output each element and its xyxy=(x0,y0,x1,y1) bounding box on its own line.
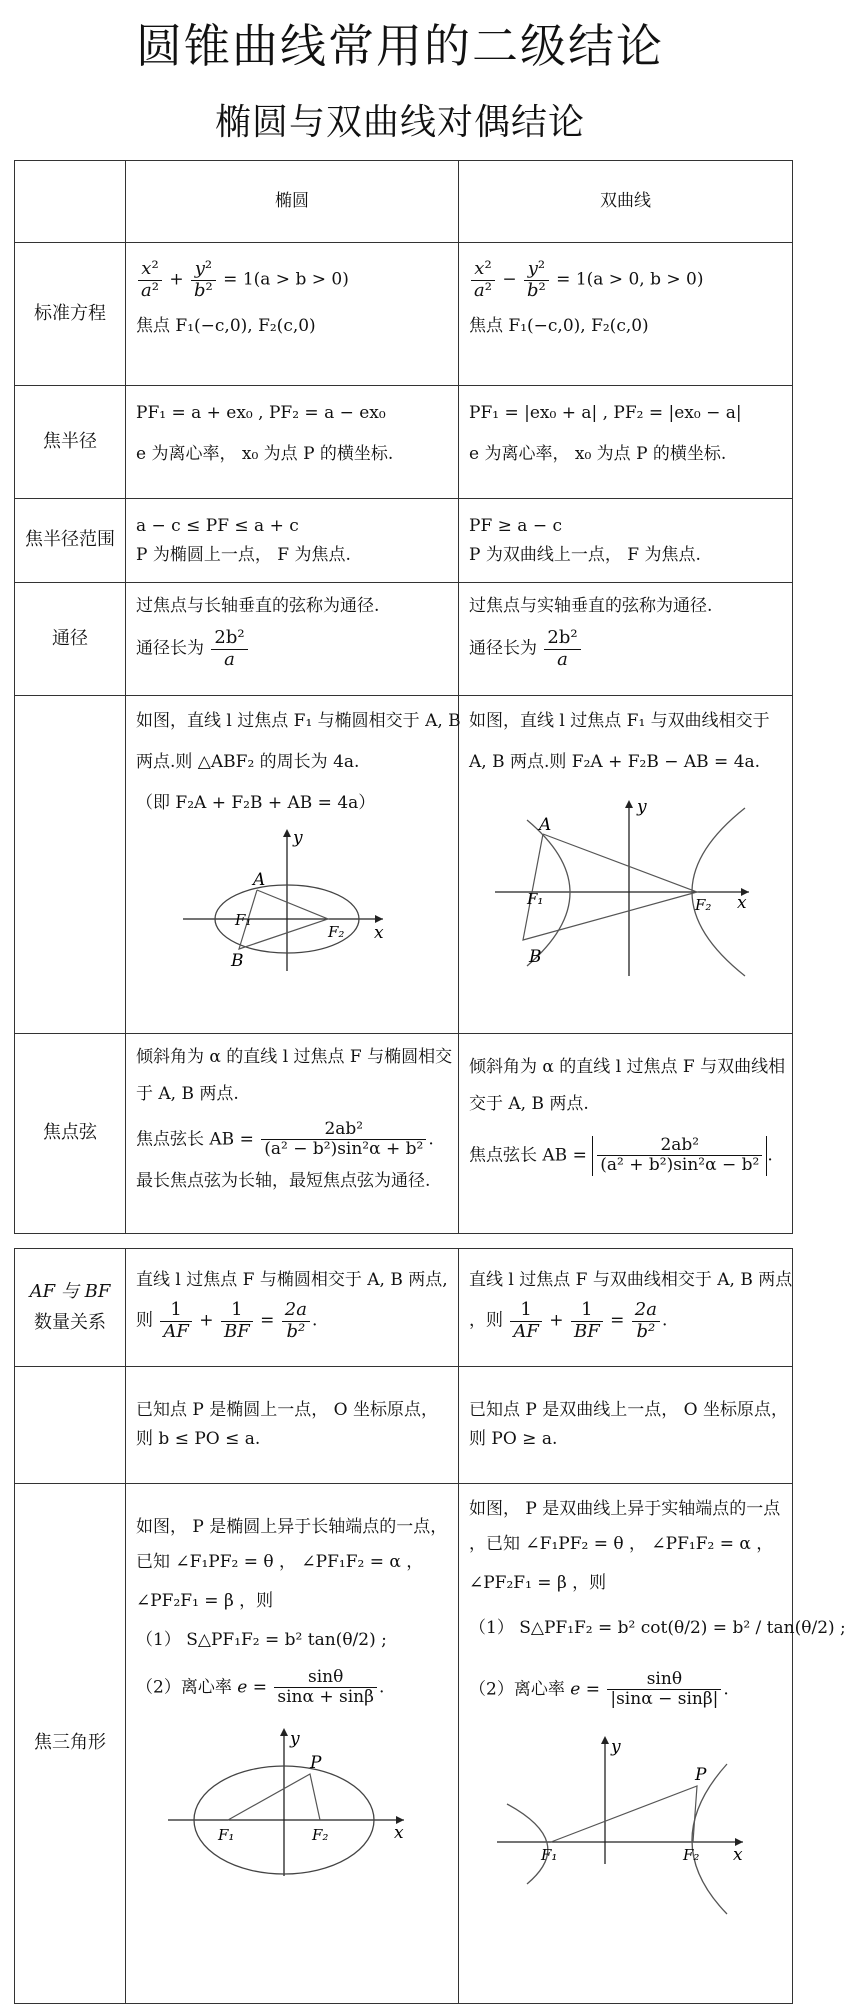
cell-ellipse-perimeter xyxy=(126,696,459,1034)
left-branch xyxy=(507,1804,548,1884)
hyperbola-perimeter-line2: A, B 两点.则 F₂A + F₂B − AB = 4a. xyxy=(469,751,761,772)
hyperbola-perimeter-line1: 如图，直线 l 过焦点 F₁ 与双曲线相交于 xyxy=(469,711,770,731)
point-a-label: A xyxy=(253,869,266,890)
cell-hyperbola-perimeter xyxy=(459,696,793,1034)
table-row xyxy=(15,1034,793,1234)
ellipse-focal-range-formula: a − c ≤ PF ≤ a + c xyxy=(136,516,299,536)
point-b-label: B xyxy=(528,946,541,967)
table-row xyxy=(15,161,793,243)
focal-triangle xyxy=(551,1786,697,1842)
row-label-focal-chord: 焦点弦 xyxy=(15,1034,126,1234)
hyperbola-equation: $\frac{\text{x²}}{\text{a²}}$ − $\frac{\text{y²}}{\text{b²}}$ = 1(a > 0, b > 0) xyxy=(469,259,784,301)
hyperbola-af-bf-formula: ，则 $\frac{1}{AF}$ + $\frac{1}{BF}$ = $\frac{2a}{\text{b²}}$ . xyxy=(469,1298,668,1342)
y-label: y xyxy=(293,827,303,848)
ellipse-chord-figure xyxy=(183,821,403,971)
cell-ellipse-latus xyxy=(126,583,459,696)
y-label: y xyxy=(290,1728,300,1749)
ellipse-chord-line2: 于 A, B 两点. xyxy=(136,1083,239,1104)
hyperbola-ft-line3: ∠PF₂F₁ = β ，则 xyxy=(469,1572,607,1593)
ellipse-latus-text: 过焦点与长轴垂直的弦称为通径. xyxy=(136,596,380,616)
hyperbola-chord-line1: 倾斜角为 α 的直线 l 过焦点 F 与双曲线相 xyxy=(469,1057,786,1077)
row-label-af-bf xyxy=(15,1249,126,1367)
hyperbola-po-line2: 则 PO ≥ a. xyxy=(469,1428,558,1449)
ellipse-foci: 焦点 F₁(−c,0), F₂(c,0) xyxy=(136,316,316,337)
header-hyperbola: 双曲线 xyxy=(459,161,793,243)
table-row xyxy=(15,1484,793,2004)
ellipse-ft-line1: 如图， P 是椭圆上异于长轴端点的一点， xyxy=(136,1517,448,1537)
cell-hyperbola-po xyxy=(459,1367,793,1484)
cell-hyperbola-focal-range xyxy=(459,499,793,583)
row-label-focal-range: 焦半径范围 xyxy=(15,499,126,583)
row-label-standard: 标准方程 xyxy=(15,243,126,386)
hyperbola-focal-range-note: P 为双曲线上一点， F 为焦点. xyxy=(469,544,701,565)
header-empty-cell xyxy=(15,161,126,243)
ellipse-po-line2: 则 b ≤ PO ≤ a. xyxy=(136,1428,261,1449)
hyperbola-chord-length: 焦点弦长 AB = $\frac{\text{2ab²}}{\text{(a² + b²)sin²α − b²}}$ . xyxy=(469,1134,773,1176)
ellipse-perimeter-line1: 如图，直线 l 过焦点 F₁ 与椭圆相交于 A, B xyxy=(136,711,461,731)
hyperbola-ft-line2: ，已知 ∠F₁PF₂ = θ ， ∠PF₁F₂ = α ， xyxy=(469,1533,774,1554)
table-row xyxy=(15,386,793,499)
cell-hyperbola-latus xyxy=(459,583,793,696)
table-row xyxy=(15,1367,793,1484)
cell-ellipse-standard xyxy=(126,243,459,386)
ellipse-focal-radius-formula: PF₁ = a + ex₀ , PF₂ = a − ex₀ xyxy=(136,403,386,423)
ellipse-af-bf-line1: 直线 l 过焦点 F 与椭圆相交于 A, B 两点, xyxy=(136,1270,448,1290)
ellipse-latus-length: 通径长为 $\frac{\text{2b²}}{a}$ xyxy=(136,628,450,670)
hyperbola-af-bf-line1: 直线 l 过焦点 F 与双曲线相交于 A, B 两点 xyxy=(469,1270,793,1290)
ellipse-chord-line1: 倾斜角为 α 的直线 l 过焦点 F 与椭圆相交 xyxy=(136,1047,453,1067)
ellipse-equation: $\frac{\text{x²}}{\text{a²}}$ + $\frac{\text{y²}}{\text{b²}}$ = 1(a > b > 0) xyxy=(136,259,450,301)
table-row xyxy=(15,499,793,583)
x-label: x xyxy=(374,922,384,943)
row-label-empty xyxy=(15,1367,126,1484)
hyperbola-focal-range-formula: PF ≥ a − c xyxy=(469,516,562,536)
row-label-af-bf-line1: AF 与 BF xyxy=(29,1281,111,1303)
triangle-abf2 xyxy=(523,834,697,940)
y-axis-arrow xyxy=(601,1736,609,1744)
x-label: x xyxy=(732,1844,743,1865)
ellipse-ft-area: （1） S△PF₁F₂ = b² tan(θ/2) ; xyxy=(136,1629,387,1650)
cell-ellipse-focal-triangle xyxy=(126,1484,459,2004)
y-axis-arrow xyxy=(280,1728,288,1736)
cell-ellipse-po xyxy=(126,1367,459,1484)
ellipse-focal-triangle-figure xyxy=(168,1716,418,1876)
focus-f2-label: F₂ xyxy=(682,1845,699,1864)
focus-f2-label: F₂ xyxy=(694,895,711,914)
ellipse-po-line1: 已知点 P 是椭圆上一点， O 坐标原点， xyxy=(136,1400,438,1420)
ellipse-perimeter-line2: 两点.则 △ABF₂ 的周长为 4a. xyxy=(136,751,360,772)
cell-hyperbola-af-bf xyxy=(459,1249,793,1367)
ellipse-chord-note: 最长焦点弦为长轴，最短焦点弦为通径. xyxy=(136,1170,431,1191)
cell-hyperbola-standard xyxy=(459,243,793,386)
cell-ellipse-focal-chord xyxy=(126,1034,459,1234)
x-axis-arrow xyxy=(375,915,383,923)
ellipse-ft-line2: 已知 ∠F₁PF₂ = θ ， ∠PF₁F₂ = α ， xyxy=(136,1551,424,1572)
page-title: 圆锥曲线常用的二级结论 xyxy=(136,19,664,73)
comparison-table-1 xyxy=(14,160,793,1234)
point-p-label: P xyxy=(694,1764,706,1785)
comparison-table-2 xyxy=(14,1248,846,2004)
row-label-empty xyxy=(15,696,126,1034)
ellipse-af-bf-formula: 则 $\frac{1}{AF}$ + $\frac{1}{BF}$ = $\frac{2a}{\text{b²}}$ . xyxy=(136,1298,318,1342)
table-row xyxy=(15,243,793,386)
cell-ellipse-focal-radius xyxy=(126,386,459,499)
y-axis-arrow xyxy=(625,800,633,808)
row-label-focal-triangle: 焦三角形 xyxy=(15,1484,126,2004)
x-label: x xyxy=(736,892,747,913)
focus-f2-label: F₂ xyxy=(328,922,345,941)
focus-f1-label: F₁ xyxy=(218,1825,235,1844)
ellipse-focal-range-note: P 为椭圆上一点， F 为焦点. xyxy=(136,544,351,565)
focus-f2-label: F₂ xyxy=(312,1825,329,1844)
hyperbola-latus-length: 通径长为 $\frac{\text{2b²}}{a}$ xyxy=(469,628,784,670)
focus-f1-label: F₁ xyxy=(526,889,543,908)
hyperbola-latus-text: 过焦点与实轴垂直的弦称为通径. xyxy=(469,596,713,616)
focal-radius-note: e 为离心率， x₀ 为点 P 的横坐标. xyxy=(136,443,394,464)
hyperbola-ft-eccentricity: （2）离心率 e = $\frac{\sin\theta}{|\sin\alpha - \sin\beta|}$ . xyxy=(469,1668,729,1710)
focal-triangle xyxy=(228,1774,320,1820)
row-label-focal-radius: 焦半径 xyxy=(15,386,126,499)
table-row xyxy=(15,696,793,1034)
cell-ellipse-af-bf xyxy=(126,1249,459,1367)
cell-hyperbola-focal-triangle xyxy=(459,1484,846,2004)
focus-f1-label: F₁ xyxy=(540,1845,557,1864)
hyperbola-po-line1: 已知点 P 是双曲线上一点， O 坐标原点， xyxy=(469,1400,788,1420)
header-ellipse: 椭圆 xyxy=(126,161,459,243)
focus-f1-label: F₁ xyxy=(235,910,252,929)
hyperbola-focal-triangle-figure xyxy=(497,1724,757,1864)
hyperbola-ft-area: （1） S△PF₁F₂ = b² cot(θ/2) = b² / tan(θ/2) ; xyxy=(469,1617,846,1638)
hyperbola-focal-radius-formula: PF₁ = |ex₀ + a| , PF₂ = |ex₀ − a| xyxy=(469,403,742,423)
page-subtitle: 椭圆与双曲线对偶结论 xyxy=(214,102,585,143)
hyperbola-chord-figure xyxy=(487,780,767,980)
point-p-label: P xyxy=(310,1752,322,1773)
cell-hyperbola-focal-chord xyxy=(459,1034,793,1234)
table-row xyxy=(15,583,793,696)
row-label-latus: 通径 xyxy=(15,583,126,696)
ellipse-ft-line3: ∠PF₂F₁ = β ，则 xyxy=(136,1590,274,1611)
hyperbola-ft-line1: 如图， P 是双曲线上异于实轴端点的一点 xyxy=(469,1499,781,1519)
row-label-af-bf-line2: 数量关系 xyxy=(34,1311,106,1333)
y-label: y xyxy=(610,1736,621,1757)
focal-radius-note: e 为离心率， x₀ 为点 P 的横坐标. xyxy=(469,443,727,464)
point-b-label: B xyxy=(231,950,244,971)
ellipse-chord-length: 焦点弦长 AB = $\frac{\text{2ab²}}{\text{(a² − b²)sin²α + b²}}$ . xyxy=(136,1118,434,1160)
table-row xyxy=(15,1249,793,1367)
point-a-label: A xyxy=(538,814,551,835)
ellipse-perimeter-line3: （即 F₂A + F₂B + AB = 4a） xyxy=(136,792,376,813)
cell-hyperbola-focal-radius xyxy=(459,386,793,499)
cell-ellipse-focal-range xyxy=(126,499,459,583)
y-axis-arrow xyxy=(283,829,291,837)
x-label: x xyxy=(394,1822,404,1843)
hyperbola-foci: 焦点 F₁(−c,0), F₂(c,0) xyxy=(469,316,649,337)
ellipse-ft-eccentricity: （2）离心率 e = $\frac{\sin\theta}{\sin\alpha + \sin\beta}$ . xyxy=(136,1666,385,1708)
y-label: y xyxy=(636,796,647,817)
hyperbola-chord-line2: 交于 A, B 两点. xyxy=(469,1093,589,1114)
